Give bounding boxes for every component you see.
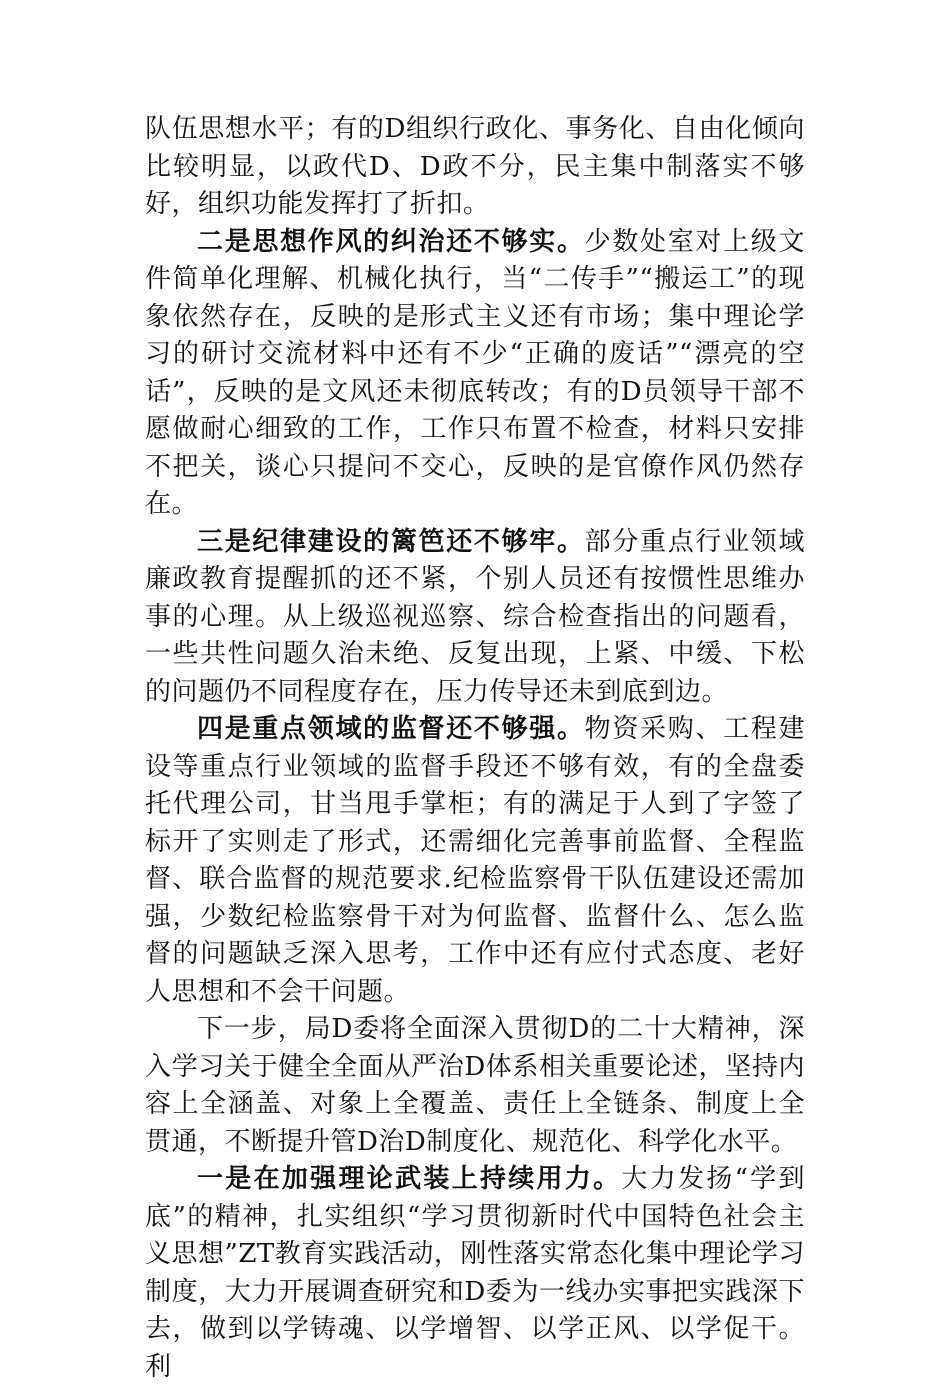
paragraph-3-body: 部分重点行业领域廉政教育提醒抓的还不紧，个别人员还有按惯性思维办事的心理。从上级巡视巡察、综合检查指出的问题看，一些共性问题久治未绝、反复出现，上紧、中缓、下松的问题仍不同程度存在，压力传导还未到底到边。 bbox=[145, 526, 805, 707]
paragraph-6-body: 大力发扬“学到底”的精神，扎实组织“学习贯彻新时代中国特色社会主义思想”ZT教育实践活动，刚性落实常态化集中理论学习制度，大力开展调查研究和D委为一线办实事把实践深下去，做到以学铸魂、以学增智、以学正风、以学促干。利 bbox=[145, 1164, 805, 1382]
paragraph-2-body: 少数处室对上级文件简单化理解、机械化执行，当“二传手”“搬运工”的现象依然存在，反映的是形式主义还有市场；集中理论学习的研讨交流材料中还有不少“正确的废话”“漂亮的空话”，反映的是文风还未彻底转改；有的D员领导干部不愿做耐心细致的工作，工作只布置不检查，材料只安排不把关，谈心只提问不交心，反映的是官僚作风仍然存在。 bbox=[145, 226, 805, 519]
paragraph-4-body: 物资采购、工程建设等重点行业领域的监督手段还不够有效，有的全盘委托代理公司，甘当甩手掌柜；有的满足于人到了字签了标开了实则走了形式，还需细化完善事前监督、全程监督、联合监督的规范要求.纪检监察骨干队伍建设还需加强，少数纪检监察骨干对为何监督、监督什么、怎么监督的问题缺乏深入思考，工作中还有应付式态度、老好人思想和不会干问题。 bbox=[145, 714, 805, 1007]
paragraph-5-body: 下一步，局D委将全面深入贯彻D的二十大精神，深入学习关于健全全面从严治D体系相关重要论述，坚持内容上全涵盖、对象上全覆盖、责任上全链条、制度上全贯通，不断提升管D治D制度化、规范化、科学化水平。 bbox=[145, 1014, 805, 1157]
paragraph-6-lead: 一是在加强理论武装上持续用力。 bbox=[197, 1164, 622, 1194]
paragraph-1-body: 队伍思想水平；有的D组织行政化、事务化、自由化倾向比较明显，以政代D、D政不分，民主集中制落实不够好，组织功能发挥打了折扣。 bbox=[145, 114, 805, 219]
document-page bbox=[145, 111, 805, 1386]
paragraph-2-lead: 二是思想作风的纠治还不够实。 bbox=[197, 226, 585, 257]
paragraph-5 bbox=[145, 1011, 805, 1161]
paragraph-1 bbox=[145, 111, 805, 224]
paragraph-4 bbox=[145, 711, 805, 1011]
paragraph-6 bbox=[145, 1161, 805, 1386]
paragraph-3 bbox=[145, 524, 805, 712]
paragraph-3-lead: 三是纪律建设的篱笆还不够牢。 bbox=[197, 526, 585, 557]
paragraph-2 bbox=[145, 224, 805, 524]
paragraph-4-lead: 四是重点领域的监督还不够强。 bbox=[197, 714, 585, 744]
